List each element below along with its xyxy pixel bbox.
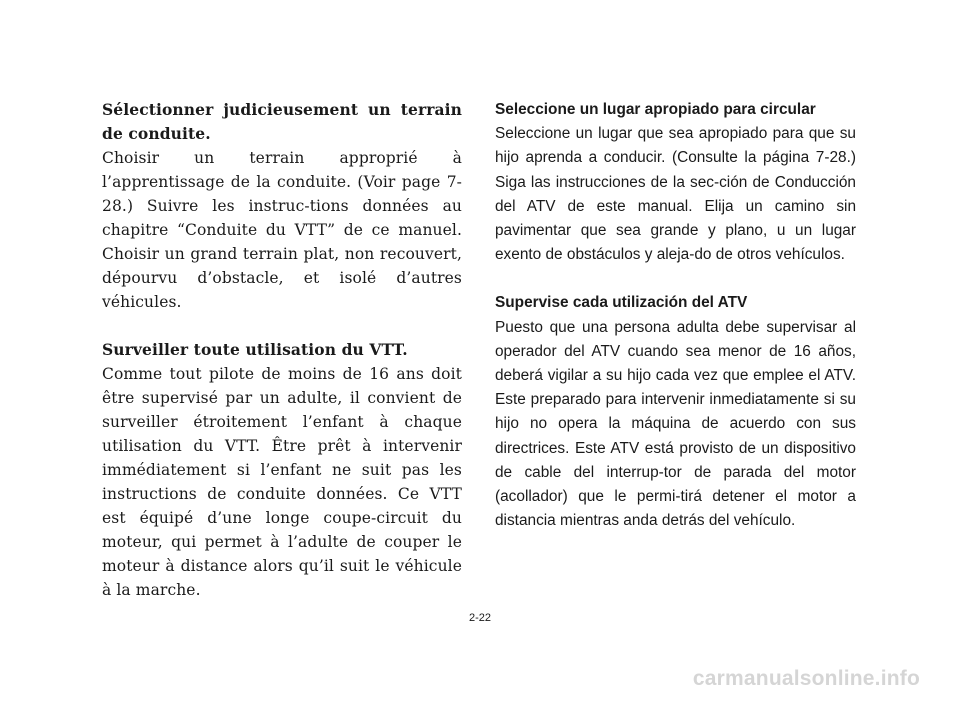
spanish-section-supervise [495, 291, 856, 533]
spanish-section-lugar [495, 98, 856, 267]
section-body: Comme tout pilote de moins de 16 ans doit être supervisé par un adulte, il convient de surveiller étroitement l’enfant à chaque utilisation du VTT. Être prêt à intervenir immédiatement si l’enfant ne suit pas les instructions de conduite données. Ce VTT est équipé d’une longe coupe-circuit du moteur, qui permet à l’adulte de couper le moteur à distance alors qu’il suit le véhicule à la marche. [102, 365, 462, 599]
spanish-column [495, 98, 856, 557]
french-section-surveiller [102, 338, 462, 602]
watermark[interactable]: carmanualsonline.info [692, 667, 920, 690]
section-heading: Supervise cada utilización del ATV [495, 294, 748, 312]
section-heading: Surveiller toute utilisation du VTT. [102, 340, 408, 359]
section-heading: Seleccione un lugar apropiado para circular [495, 101, 816, 118]
page-number: 2-22 [468, 612, 492, 624]
section-body: Puesto que una persona adulta debe supervisar al operador del ATV cuando sea menor de 16 años, deberá vigilar a su hijo cada vez que emplee el ATV. Este preparado para intervenir inmediatamente si su hijo no opera la máquina de acuerdo con sus directrices. Este ATV está provisto de un dispositivo de cable del interrup-tor de parada del motor (acollador) que le permi-tirá detener el motor a distancia mientras anda detrás del vehículo. [495, 318, 856, 530]
section-body: Choisir un terrain approprié à l’apprentissage de la conduite. (Voir page 7-28.) Suivre les instruc-tions données au chapitre “Conduite du VTT” de ce manuel. Choisir un grand terrain plat, non recouvert, dépourvu d’obstacle, et isolé d’autres véhicules. [102, 149, 462, 311]
french-section-terrain [102, 98, 462, 314]
french-column [102, 98, 462, 626]
section-heading: Sélectionner judicieusement un terrain de conduite. [102, 100, 462, 143]
section-body: Seleccione un lugar que sea apropiado para que su hijo aprenda a conducir. (Consulte la página 7-28.) Siga las instrucciones de la sec-ción de Conducción del ATV de este manual. Elija un camino sin pavimentar que sea grande y plano, u un lugar exento de obstáculos y aleja-do de otros vehículos. [495, 125, 856, 264]
